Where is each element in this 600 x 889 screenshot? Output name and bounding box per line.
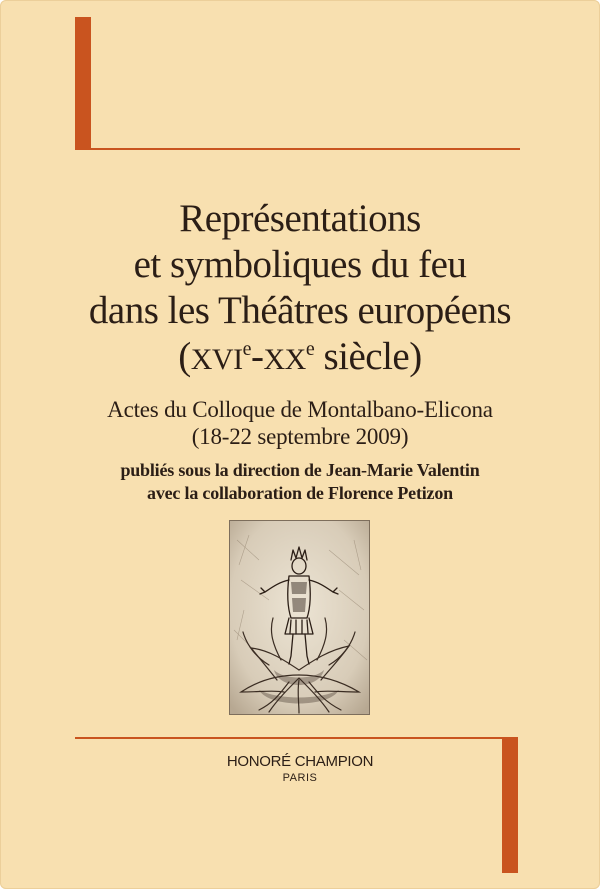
bottom-accent-bar: [502, 737, 518, 873]
publisher-name: HONORÉ CHAMPION: [226, 753, 374, 770]
subtitle-line-1: Actes du Colloque de Montalbano-Elicona: [107, 397, 493, 422]
title-paren-open: (: [178, 335, 191, 378]
title-line-4: [40, 334, 560, 383]
title-century-end: XX: [263, 343, 306, 376]
title-ordinal-start: e: [242, 338, 251, 360]
editors-line-2: avec la collaboration de Florence Petizon: [147, 483, 453, 503]
cover-illustration: [229, 520, 370, 715]
book-title: [40, 196, 560, 383]
title-line-2: et symboliques du feu: [133, 243, 467, 286]
engraving-image: [229, 520, 370, 715]
title-century-start: XVI: [190, 343, 243, 376]
editors: [40, 459, 560, 505]
title-dash: -: [250, 335, 264, 378]
top-rule: [75, 148, 520, 150]
title-line-1: Représentations: [179, 197, 421, 240]
editors-line-1: publiés sous la direction de Jean-Marie Valentin: [120, 460, 480, 480]
publisher-imprint: [100, 752, 500, 786]
publisher-city: PARIS: [282, 772, 318, 784]
bottom-rule: [75, 737, 518, 739]
subtitle: [40, 396, 560, 450]
title-century-suffix: siècle): [314, 335, 422, 378]
title-line-3: dans les Théâtres européens: [88, 289, 512, 332]
subtitle-line-2: (18-22 septembre 2009): [191, 424, 409, 449]
title-ordinal-end: e: [305, 338, 315, 360]
top-accent-bar: [75, 17, 91, 148]
